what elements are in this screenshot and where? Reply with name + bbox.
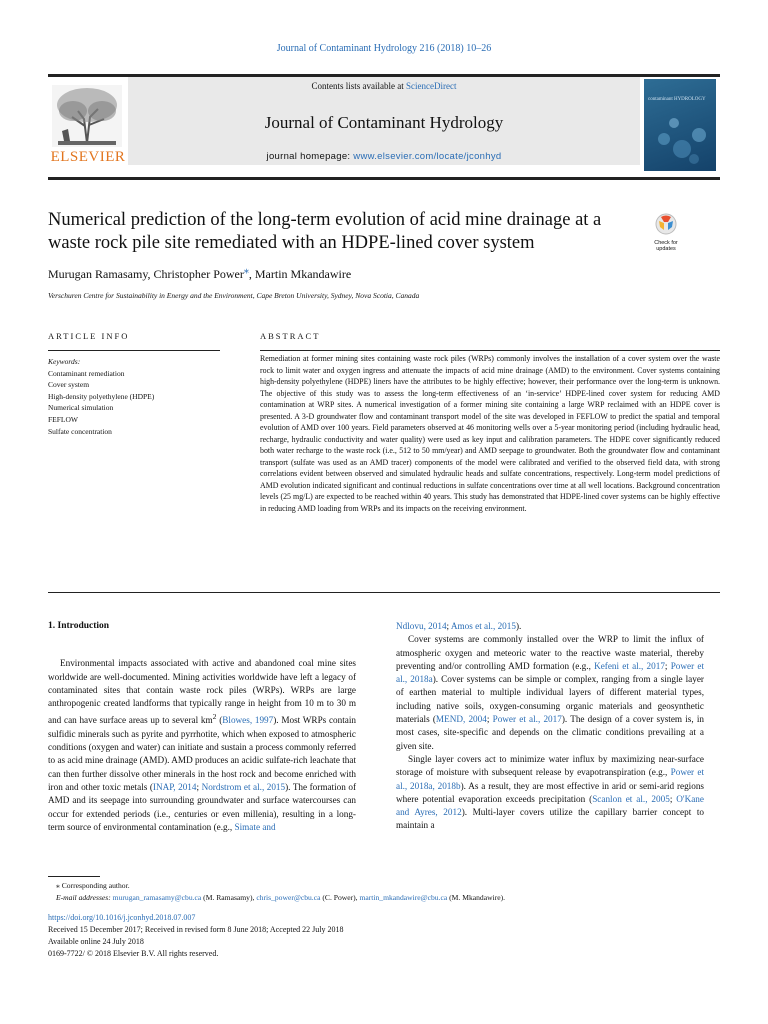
footnote-divider xyxy=(48,876,100,877)
abstract-heading: ABSTRACT xyxy=(260,331,321,341)
section-heading-introduction: 1. Introduction xyxy=(48,621,110,631)
corresponding-author-note: ⁎ Corresponding author. xyxy=(56,881,130,890)
ref-link[interactable]: Power et al., 2017 xyxy=(492,714,562,725)
ref-link[interactable]: Power et al., 2018a, 2018b xyxy=(396,767,705,791)
keywords-label: Keywords: xyxy=(48,357,81,366)
journal-header xyxy=(48,74,720,180)
abstract-divider xyxy=(260,350,720,351)
ref-link[interactable]: Nordstrom et al., 2015 xyxy=(201,782,286,793)
homepage-line xyxy=(128,151,640,162)
contents-prefix: Contents lists available at xyxy=(311,81,406,91)
ref-link[interactable]: Power et al., 2018a xyxy=(396,660,704,685)
homepage-link[interactable]: www.elsevier.com/locate/jconhyd xyxy=(353,151,502,162)
header-banner xyxy=(128,77,640,165)
copyright: 0169-7722/ © 2018 Elsevier B.V. All rights reserved. xyxy=(48,949,219,958)
email-link[interactable]: martin_mkandawire@cbu.ca xyxy=(359,893,448,902)
ref-link[interactable]: Ndlovu, 2014 xyxy=(396,621,447,631)
ref-link[interactable]: Scanlon et al., 2005 xyxy=(592,793,670,804)
intro-paragraph-2: Cover systems are commonly installed over the WRP to limit the influx of atmospheric oxygen and meteoric water to the reactive waste material, thereby preventing and/or controlling AMD formation (e.g., Kefeni et al., 2017; Power et al., 2018a). Cover systems can be simple or complex, ranging from a single layer of earthen material to multiple individual layers of different material types, including native soils, oxygen-consuming organic materials and geosynthetic materials (MEND, 2004; Power et al., 2017). The design of a cover system is, in most cases, site-specific and depends on the climatic conditions prevailing at a given site. xyxy=(396,634,704,751)
homepage-prefix: journal homepage: xyxy=(266,151,354,162)
article-title: Numerical prediction of the long-term evolution of acid mine drainage at a waste rock pile site remediated with an HDPE-lined cover system xyxy=(48,210,602,253)
sciencedirect-link[interactable]: ScienceDirect xyxy=(406,81,457,91)
publication-info xyxy=(48,912,720,960)
abstract-bottom-divider xyxy=(48,592,720,593)
author-list xyxy=(48,265,351,282)
cover-title: contaminant HYDROLOGY xyxy=(648,97,706,102)
body-column-right xyxy=(396,620,704,833)
check-for-updates-badge[interactable] xyxy=(646,213,686,252)
contents-line xyxy=(128,81,640,91)
email-link[interactable]: murugan_ramasamy@cbu.ca xyxy=(112,893,202,902)
crossmark-text xyxy=(646,240,686,252)
intro-paragraph-1-continued: Ndlovu, 2014; Amos et al., 2015). xyxy=(396,621,522,631)
received-dates: Received 15 December 2017; Received in revised form 8 June 2018; Accepted 22 July 2018 xyxy=(48,925,344,934)
keyword-item: High-density polyethylene (HDPE) xyxy=(48,391,155,401)
crossmark-icon xyxy=(655,213,677,235)
email-addresses: E-mail addresses: murugan_ramasamy@cbu.ca (M. Ramasamy), chris_power@cbu.ca (C. Power), martin_mkandawire@cbu.ca (M. Mkandawire). xyxy=(56,893,506,902)
intro-paragraph-3: Single layer covers act to minimize water influx by maximizing near-surface storage of moisture with subsequent release by evapotranspiration (e.g., Power et al., 2018a, 2018b). As a result, they are most effective in arid or semi-arid regions where potential evaporation exceeds precipitation (Scanlon et al., 2005; O'Kane and Ayres, 2012). Multi-layer covers utilize the capillary barrier concept to maintain a xyxy=(396,753,705,831)
email-link[interactable]: chris_power@cbu.ca xyxy=(256,893,321,902)
online-date: Available online 24 July 2018 xyxy=(48,937,144,946)
body-column-left xyxy=(48,620,356,834)
abstract-text: Remediation at former mining sites containing waste rock piles (WRPs) commonly involves the installation of a cover system over the waste rock to limit water and oxygen ingress and attenuate the impacts of acid mine drainage (AMD) to the environment. Cover systems containing high-density polyethylene (HDPE) liners have the attributes to be highly effective; however, their performance over the long-term is unknown. The objective of this study was to assess the long-term effectiveness of an ‘in-service’ HDPE-lined cover system for reducing AMD contamination at WRP sites. A numerical investigation of a former mining site containing a large WRP reclaimed with an HDPE cover is presented. A 3-D groundwater flow and contaminant transport model of the site was developed in FEFLOW to predict the spatial and temporal evolution of AMD over 100 years. Field parameters observed at 46 monitoring wells over a 5-year monitoring period (including hydraulic head, recharge, hydraulic conductivity and water quality) were used as key input and calibration parameters. The HDPE cover significantly reduced both water recharge to the waste rock (i.e., 512 to 50 mm/year) and AMD seepage to groundwater. Both the groundwater flow and contaminant transport (sulfate was used as an AMD tracer) components of the model were calibrated and verified to the observed field data, with strong correlations evident between observed and simulated hydraulic heads and sulfate concentrations, respectively. Long-term model predictions of AMD evolution indicated significant and continual reductions in sulfate concentrations over time at all well locations. Background concentration levels (25 mg/L) are expected to be reached within 40 years. This study has demonstrated that HDPE-lined cover systems can be highly effective in reducing AMD loading from WRPs and its impacts on the receiving environment. xyxy=(260,354,720,513)
author-1[interactable]: Murugan Ramasamy, xyxy=(48,267,154,281)
publisher-wordmark: ELSEVIER xyxy=(50,149,126,165)
ref-link[interactable]: Blowes, 1997 xyxy=(222,715,274,726)
author-2[interactable]: Christopher Power xyxy=(153,267,244,281)
keyword-item: Numerical simulation xyxy=(48,403,114,413)
keyword-item: Cover system xyxy=(48,380,90,390)
keyword-item: Sulfate concentration xyxy=(48,426,112,436)
article-info-divider xyxy=(48,350,220,351)
keyword-item: Contaminant remediation xyxy=(48,368,125,378)
journal-cover-image[interactable] xyxy=(644,79,716,171)
footnotes xyxy=(48,880,720,904)
crossmark-line2: updates xyxy=(656,246,676,252)
ref-link[interactable]: INAP, 2014 xyxy=(152,782,197,793)
ref-link[interactable]: O'Kane and Ayres, 2012 xyxy=(396,793,704,818)
cover-art xyxy=(644,79,716,171)
ref-link[interactable]: Kefeni et al., 2017 xyxy=(594,660,665,671)
corresponding-mark[interactable]: ⁎ xyxy=(243,265,249,276)
article-info-heading: ARTICLE INFO xyxy=(48,331,130,341)
keywords-block xyxy=(48,356,228,437)
affiliation: Verschuren Centre for Sustainability in Energy and the Environment, Cape Breton University, Sydney, Nova Scotia, Canada xyxy=(48,291,420,300)
author-3[interactable]: , Martin Mkandawire xyxy=(248,267,352,281)
intro-paragraph-1: Environmental impacts associated with active and abandoned coal mine sites worldwide are well-documented. Mining activities worldwide have left a legacy of contaminated sites that contain waste rock piles (WRPs). WRPs are large anthropogenic created landforms that typically range in height from 10 m to 30 m and can have surface areas up to several $km^2$ (Blowes, 1997). Most WRPs contain sulfidic minerals such as pyrite and pyrrhotite, which when exposed to atmospheric conditions (oxygen and water) can initiate and sustain a process commonly referred to as acid mine drainage (AMD). AMD produces an acidic sulfate-rich leachate that can then further dissolve other minerals in the host rock and become enriched with iron and other toxic metals (INAP, 2014; Nordstrom et al., 2015). The formation of AMD and its seepage into surrounding groundwater and surface watercourses can occur for extended periods (i.e., centuries or even millenia), resulting in a long-term source of environmental contamination (e.g., Simate and xyxy=(48,658,357,832)
doi-link[interactable]: https://doi.org/10.1016/j.jconhyd.2018.07.007 xyxy=(48,913,196,922)
ref-link[interactable]: Simate and xyxy=(234,821,276,832)
crossmark-line1: Check for xyxy=(654,240,678,246)
ref-link[interactable]: Amos et al., 2015 xyxy=(450,621,516,631)
keyword-item: FEFLOW xyxy=(48,414,78,424)
journal-citation[interactable]: Journal of Contaminant Hydrology 216 (2018) 10–26 xyxy=(276,43,492,54)
journal-name: Journal of Contaminant Hydrology xyxy=(264,113,504,132)
ref-link[interactable]: MEND, 2004 xyxy=(435,714,487,725)
